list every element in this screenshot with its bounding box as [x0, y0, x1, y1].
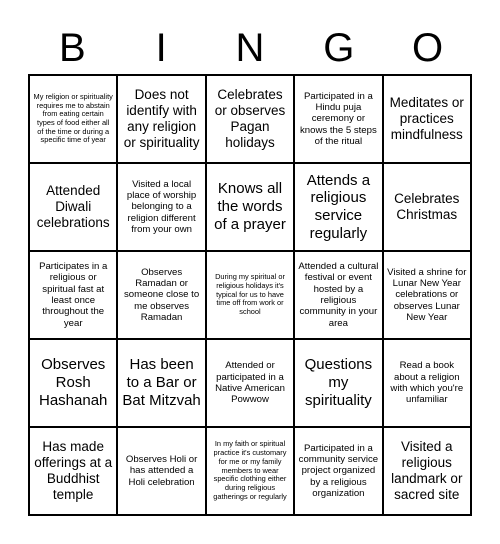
bingo-cell[interactable]	[206, 427, 294, 515]
header-letter-n: N	[235, 26, 265, 70]
bingo-cell-text: Visited a religious landmark or sacred site	[391, 439, 463, 502]
bingo-cell[interactable]	[117, 427, 205, 515]
bingo-cell[interactable]	[206, 163, 294, 251]
bingo-cell-text: During my spiritual or religious holidays it's typical for us to have time off from work or school	[215, 272, 285, 317]
bingo-cell-text: Knows all the words of a prayer	[214, 180, 286, 233]
bingo-cell-text: Observes Holi or has attended a Holi celebration	[125, 454, 198, 488]
bingo-cell[interactable]	[117, 251, 205, 339]
bingo-cell-text: Attended or participated in a Native American Powwow	[215, 360, 285, 406]
bingo-cell[interactable]	[383, 251, 471, 339]
bingo-cell-text: Read a book about a religion with which you're unfamiliar	[390, 360, 464, 406]
bingo-cell[interactable]	[29, 427, 117, 515]
bingo-cell[interactable]	[383, 75, 471, 163]
bingo-cell-text: Participated in a community service project organized by a religious organization	[298, 442, 379, 499]
bingo-cell-text: Visited a shrine for Lunar New Year celebrations or observes Lunar New Year	[387, 266, 467, 323]
bingo-cell[interactable]	[29, 251, 117, 339]
bingo-cell[interactable]	[294, 251, 382, 339]
bingo-cell-text: My religion or spirituality requires me to abstain from eating certain types of food either all of the time or during a specific time of year	[33, 91, 113, 145]
bingo-cell[interactable]	[206, 75, 294, 163]
bingo-cell[interactable]	[383, 427, 471, 515]
bingo-cell[interactable]	[117, 163, 205, 251]
bingo-cell[interactable]	[29, 75, 117, 163]
bingo-cell-text: Celebrates or observes Pagan holidays	[214, 87, 286, 150]
bingo-cell[interactable]	[206, 251, 294, 339]
bingo-grid	[28, 74, 472, 516]
bingo-cell-text: Attended Diwali celebrations	[36, 183, 110, 230]
bingo-cell-text: Has been to a Bar or Bat Mitzvah	[122, 356, 201, 409]
bingo-cell-text: Participates in a religious or spiritual fast at least once throughout the year	[39, 261, 108, 329]
bingo-cell[interactable]	[29, 339, 117, 427]
header-letter-o: O	[412, 26, 444, 70]
bingo-cell[interactable]	[117, 339, 205, 427]
bingo-cell[interactable]	[206, 339, 294, 427]
bingo-cell-text: Attends a religious service regularly	[306, 171, 371, 242]
bingo-cell[interactable]	[294, 427, 382, 515]
bingo-cell[interactable]	[294, 339, 382, 427]
header-letter-g: G	[323, 26, 355, 70]
bingo-cell[interactable]	[294, 75, 382, 163]
bingo-cell[interactable]	[383, 339, 471, 427]
bingo-cell-text: Participated in a Hindu puja ceremony or knows the 5 steps of the ritual	[299, 90, 377, 147]
bingo-cell-text: Attended a cultural festival or event hosted by a religious community in your area	[298, 261, 379, 329]
bingo-cell[interactable]	[29, 163, 117, 251]
header-letter-b: B	[59, 26, 86, 70]
bingo-cell-text: Questions my spirituality	[304, 356, 373, 409]
bingo-cell[interactable]	[383, 163, 471, 251]
bingo-cell[interactable]	[117, 75, 205, 163]
bingo-cell-text: In my faith or spiritual practice it's customary for me or my family members to wear specific clothing either during religious gatherings or regularly	[213, 439, 287, 501]
bingo-cell-text: Meditates or practices mindfulness	[389, 95, 464, 142]
bingo-cell-text: Has made offerings at a Buddhist temple	[34, 439, 113, 502]
bingo-cell-text: Celebrates Christmas	[394, 191, 460, 222]
bingo-cell-text: Observes Ramadan or someone close to me observes Ramadan	[123, 266, 200, 323]
bingo-cell-text: Visited a local place of worship belonging to a religion different from your own	[126, 178, 197, 235]
bingo-cell[interactable]	[294, 163, 382, 251]
bingo-header	[28, 22, 472, 74]
header-letter-i: I	[155, 26, 167, 70]
bingo-cell-text: Observes Rosh Hashanah	[39, 356, 108, 409]
bingo-cell-text: Does not identify with any religion or spirituality	[123, 87, 200, 150]
